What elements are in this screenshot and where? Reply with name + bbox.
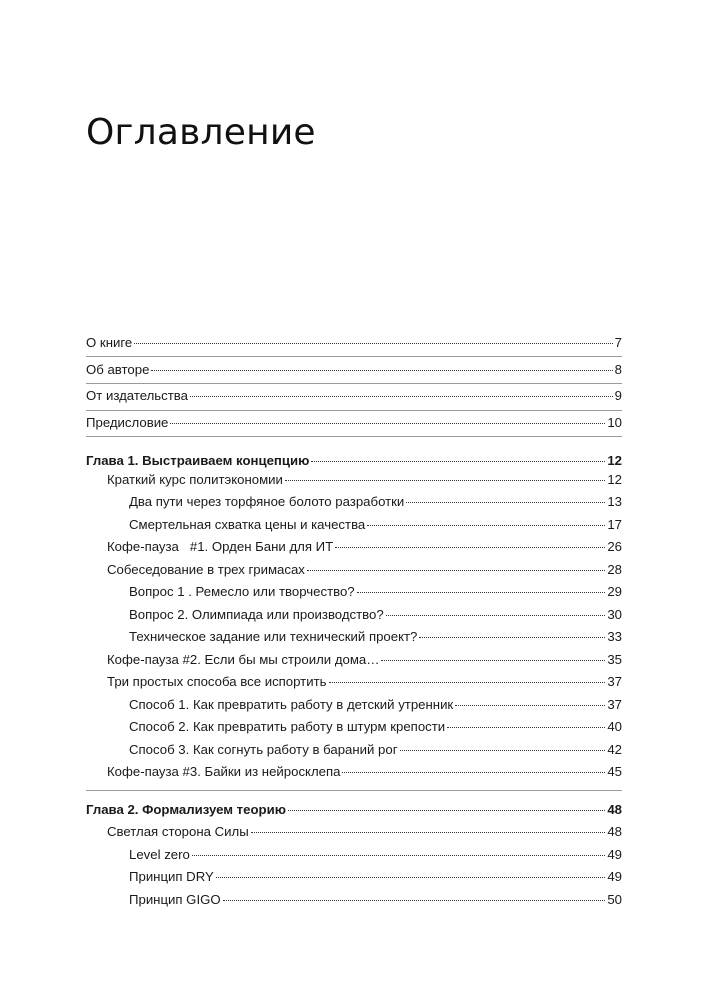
toc-entry-label: Краткий курс политэкономии <box>107 472 283 487</box>
toc-entry-label: Собеседование в трех гримасах <box>107 562 305 577</box>
dot-leader <box>190 396 613 397</box>
toc-entry-label: Level zero <box>129 847 190 862</box>
toc-entry[interactable] <box>129 606 622 624</box>
toc-entry[interactable] <box>129 868 622 886</box>
toc-entry-about-book[interactable] <box>86 334 622 352</box>
divider <box>86 356 622 357</box>
dot-leader <box>342 772 605 773</box>
toc-entry[interactable] <box>107 471 622 489</box>
toc-entry-page: 17 <box>607 517 622 532</box>
toc-entry[interactable] <box>107 538 622 556</box>
toc-entry[interactable] <box>107 651 622 669</box>
dot-leader <box>307 570 605 571</box>
toc-entry[interactable] <box>129 741 622 759</box>
toc-entry-page: 10 <box>607 415 622 430</box>
dot-leader <box>329 682 606 683</box>
toc-entry-label: О книге <box>86 335 133 350</box>
toc-entry-page: 30 <box>607 607 622 622</box>
divider <box>86 436 622 437</box>
toc-entry-label: Техническое задание или технический проект? <box>129 629 418 644</box>
toc-entry-page: 37 <box>607 674 622 689</box>
toc-entry-label: Глава 2. Формализуем теорию <box>86 802 286 817</box>
dot-leader <box>400 750 606 751</box>
dot-leader <box>251 832 606 833</box>
dot-leader <box>357 592 606 593</box>
dot-leader <box>216 877 606 878</box>
toc-entry-label: Кофе-пауза #2. Если бы мы строили дома… <box>107 652 380 667</box>
toc-entry-page: 13 <box>607 494 622 509</box>
toc-entry-label: Смертельная схватка цены и качества <box>129 517 366 532</box>
dot-leader <box>455 705 605 706</box>
toc-entry-page: 9 <box>614 388 622 403</box>
toc-chapter-1-heading[interactable] <box>86 452 622 470</box>
toc-entry-label: Вопрос 2. Олимпиада или производство? <box>129 607 384 622</box>
dot-leader <box>223 900 606 901</box>
divider <box>86 383 622 384</box>
dot-leader <box>447 727 605 728</box>
toc-entry[interactable] <box>107 673 622 691</box>
toc-entry-page: 42 <box>607 742 622 757</box>
toc-entry-label: Два пути через торфяное болото разработки <box>129 494 405 509</box>
toc-entry-label: Кофе-пауза #1. Орден Бани для ИТ <box>107 539 334 554</box>
toc-entry[interactable] <box>129 516 622 534</box>
toc-entry[interactable] <box>107 763 622 781</box>
toc-entry[interactable] <box>129 696 622 714</box>
toc-entry-about-author[interactable] <box>86 361 622 379</box>
toc-entry-label: Об авторе <box>86 362 150 377</box>
dot-leader <box>285 480 605 481</box>
toc-entry-label: Светлая сторона Силы <box>107 824 249 839</box>
toc-entry[interactable] <box>129 628 622 646</box>
toc-entry-page: 12 <box>607 453 622 468</box>
toc-entry-page: 8 <box>614 362 622 377</box>
toc-entry-label: Кофе-пауза #3. Байки из нейросклепа <box>107 764 341 779</box>
dot-leader <box>151 370 612 371</box>
toc-entry-page: 49 <box>607 869 622 884</box>
toc-entry-label: Предисловие <box>86 415 169 430</box>
toc-entry[interactable] <box>129 891 622 909</box>
dot-leader <box>406 502 605 503</box>
dot-leader <box>367 525 605 526</box>
dot-leader <box>311 461 605 462</box>
toc-entry-label: Принцип GIGO <box>129 892 221 907</box>
dot-leader <box>192 855 605 856</box>
toc-entry-page: 48 <box>607 802 622 817</box>
toc-entry-label: Принцип DRY <box>129 869 214 884</box>
divider <box>86 790 622 791</box>
dot-leader <box>170 423 605 424</box>
toc-entry-from-publisher[interactable] <box>86 387 622 405</box>
toc-entry-page: 50 <box>607 892 622 907</box>
toc-entry-page: 29 <box>607 584 622 599</box>
dot-leader <box>335 547 605 548</box>
toc-entry-page: 26 <box>607 539 622 554</box>
toc-entry-label: Способ 1. Как превратить работу в детский утренник <box>129 697 454 712</box>
toc-entry-page: 35 <box>607 652 622 667</box>
toc-entry-page: 28 <box>607 562 622 577</box>
toc-entry-page: 48 <box>607 824 622 839</box>
dot-leader <box>381 660 605 661</box>
divider <box>86 410 622 411</box>
toc-entry[interactable] <box>107 561 622 579</box>
toc-entry[interactable] <box>129 583 622 601</box>
toc-entry[interactable] <box>129 846 622 864</box>
toc-entry-page: 12 <box>607 472 622 487</box>
dot-leader <box>386 615 606 616</box>
toc-entry-label: Вопрос 1 . Ремесло или творчество? <box>129 584 355 599</box>
toc-entry-page: 40 <box>607 719 622 734</box>
toc-entry-label: Способ 2. Как превратить работу в штурм крепости <box>129 719 446 734</box>
toc-entry-page: 37 <box>607 697 622 712</box>
toc-entry-page: 33 <box>607 629 622 644</box>
page-title: Оглавление <box>86 112 316 153</box>
toc-entry-label: Глава 1. Выстраиваем концепцию <box>86 453 310 468</box>
toc-chapter-2-heading[interactable] <box>86 801 622 819</box>
toc-entry-page: 45 <box>607 764 622 779</box>
toc-entry-label: От издательства <box>86 388 189 403</box>
toc-entry[interactable] <box>129 493 622 511</box>
dot-leader <box>288 810 605 811</box>
toc-entry-label: Способ 3. Как согнуть работу в бараний рог <box>129 742 398 757</box>
dot-leader <box>419 637 605 638</box>
toc-entry-page: 7 <box>614 335 622 350</box>
toc-entry-label: Три простых способа все испортить <box>107 674 327 689</box>
toc-entry[interactable] <box>129 718 622 736</box>
toc-entry-preface[interactable] <box>86 414 622 432</box>
toc-entry-page: 49 <box>607 847 622 862</box>
dot-leader <box>134 343 612 344</box>
toc-entry[interactable] <box>107 823 622 841</box>
